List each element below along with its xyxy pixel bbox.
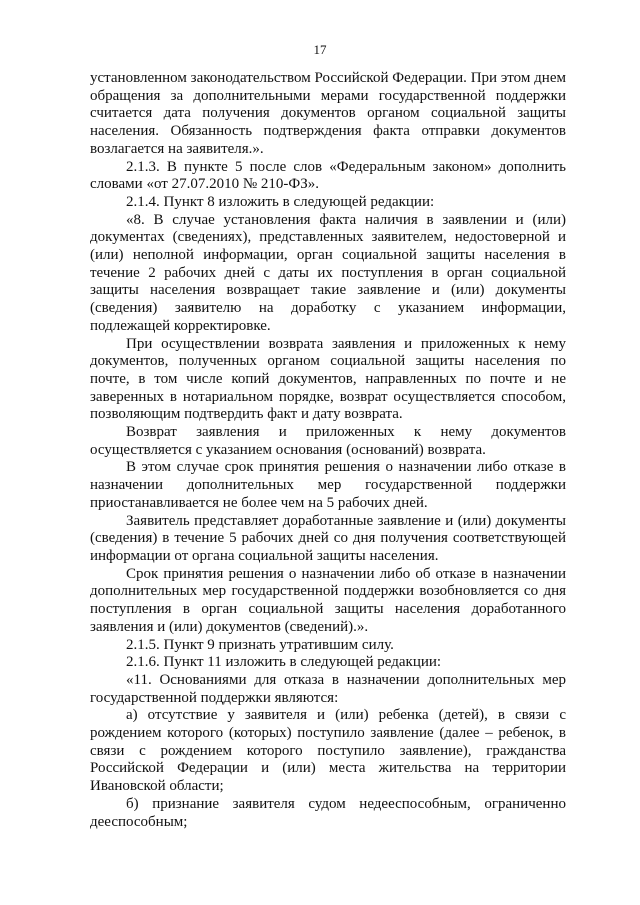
paragraph-return-grounds: Возврат заявления и приложенных к нему документов осуществляется с указанием основания (оснований) возврата. [90,424,566,458]
paragraph-item-11: «11. Основаниями для отказа в назначении дополнительных мер государственной поддержки являются: [90,671,566,706]
page-number: 17 [313,42,327,57]
paragraph-resubmission: Заявитель представляет доработанные заявление и (или) документы (сведения) в течение 5 рабочих дней со дня получения соответствующей информации от органа социальной защиты населения. [90,512,566,564]
paragraph-term-resumption: Срок принятия решения о назначении либо об отказе в назначении дополнительных мер государственной поддержки возобновляется со дня поступления в орган социальной защиты населения доработанного заявления и (или) документов (сведений).». [90,565,566,635]
paragraph-subitem-a: а) отсутствие у заявителя и (или) ребенка (детей), в связи с рождением которого (которых) поступило заявление (далее – ребенок, в связи с рождением которого поступило заявление), гражданства Российской Федерации и (или) места жительства на территории Ивановской области; [90,707,566,795]
paragraph-clause-2-1-4: 2.1.4. Пункт 8 изложить в следующей редакции: [126,193,435,210]
paragraph-term-suspension: В этом случае срок принятия решения о назначении либо отказе в назначении дополнительных мер государственной поддержки приостанавливается не более чем на 5 рабочих дней. [90,459,566,511]
paragraph-clause-2-1-6: 2.1.6. Пункт 11 изложить в следующей редакции: [126,654,442,671]
document-body [90,70,566,831]
paragraph-return-procedure: При осуществлении возврата заявления и приложенных к нему документов, полученных органом социальной защиты населения по почте, в том числе копий документов, направленных по почте и не заверенных в нотариальном порядке, возврат осуществляется способом, позволяющим подтвердить факт и дату возврата. [90,335,566,423]
paragraph-clause-2-1-3: 2.1.3. В пункте 5 после слов «Федеральным законом» дополнить словами «от 27.07.2010 № 210-ФЗ». [90,158,566,193]
paragraph-item-8: «8. В случае установления факта наличия в заявлении и (или) документах (сведениях), представленных заявителем, недостоверной и (или) неполной информации, орган социальной защиты населения в течение 2 рабочих дней с даты их поступления в орган социальной защиты населения возвращает такие заявление и (или) документы (сведения) заявителю на доработку с указанием информации, подлежащей корректировке. [90,211,566,334]
paragraph-subitem-b: б) признание заявителя судом недееспособным, ограниченно дееспособным; [90,795,566,830]
paragraph-continuation: установленном законодательством Российской Федерации. При этом днем обращения за дополнительными мерами государственной поддержки считается дата получения документов органом социальной защиты населения. Обязанность подтверждения факта отправки документов возлагается на заявителя.». [90,70,566,157]
paragraph-clause-2-1-5: 2.1.5. Пункт 9 признать утратившим силу. [126,636,394,653]
